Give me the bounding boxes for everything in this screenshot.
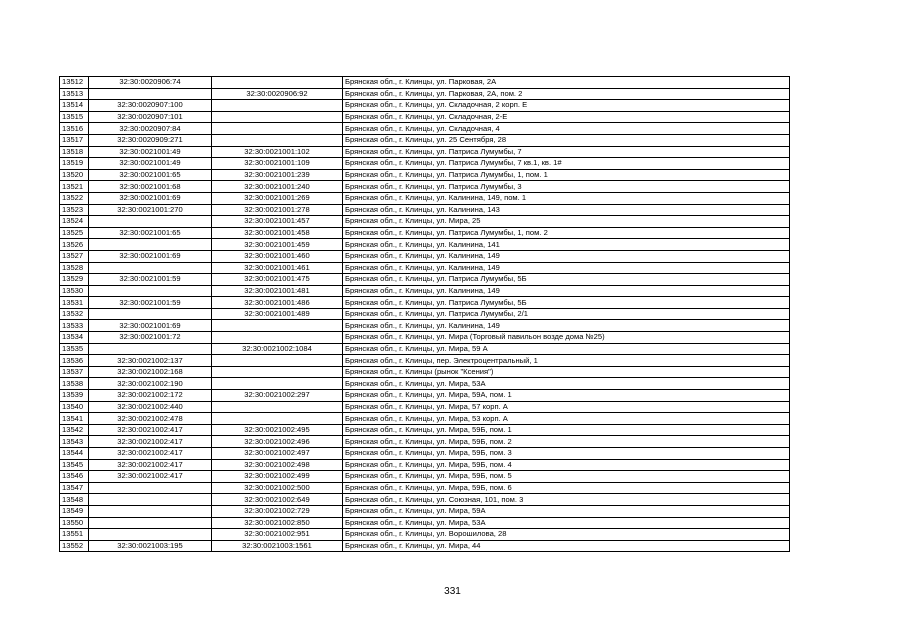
table-row: [60, 413, 790, 425]
row-number-cell: 13541: [60, 413, 89, 425]
address-cell: Брянская обл., г. Клинцы, ул. Патриса Лумумбы, 5Б: [343, 274, 790, 286]
address-cell: Брянская обл., г. Клинцы, ул. Мира, 59А, пом. 1: [343, 390, 790, 402]
address-cell: Брянская обл., г. Клинцы, ул. 25 Сентября, 28: [343, 134, 790, 146]
row-number-cell: 13547: [60, 482, 89, 494]
parcel-number-cell: 32:30:0020906:74: [89, 77, 212, 89]
object-number-cell: 32:30:0021001:102: [212, 146, 343, 158]
row-number-cell: 13546: [60, 471, 89, 483]
object-number-cell: [212, 355, 343, 367]
row-number-cell: 13524: [60, 216, 89, 228]
row-number-cell: 13513: [60, 88, 89, 100]
table-row: [60, 332, 790, 344]
object-number-cell: 32:30:0021001:457: [212, 216, 343, 228]
object-number-cell: [212, 123, 343, 135]
parcel-number-cell: 32:30:0020907:101: [89, 111, 212, 123]
address-cell: Брянская обл., г. Клинцы, ул. Мира, 59Б, пом. 6: [343, 482, 790, 494]
row-number-cell: 13531: [60, 297, 89, 309]
row-number-cell: 13529: [60, 274, 89, 286]
row-number-cell: 13540: [60, 401, 89, 413]
parcel-number-cell: 32:30:0021001:65: [89, 227, 212, 239]
object-number-cell: 32:30:0021001:109: [212, 158, 343, 170]
row-number-cell: 13538: [60, 378, 89, 390]
address-cell: Брянская обл., г. Клинцы, ул. Патриса Лумумбы, 3: [343, 181, 790, 193]
address-cell: Брянская обл., г. Клинцы, ул. Мира, 53А: [343, 517, 790, 529]
address-cell: Брянская обл., г. Клинцы, ул. Мира, 59Б, пом. 3: [343, 448, 790, 460]
parcel-number-cell: [89, 239, 212, 251]
table-row: [60, 216, 790, 228]
object-number-cell: 32:30:0021001:269: [212, 192, 343, 204]
parcel-number-cell: 32:30:0021001:59: [89, 274, 212, 286]
address-cell: Брянская обл., г. Клинцы (рынок "Ксения"): [343, 366, 790, 378]
row-number-cell: 13537: [60, 366, 89, 378]
table-row: [60, 239, 790, 251]
row-number-cell: 13549: [60, 505, 89, 517]
object-number-cell: [212, 413, 343, 425]
records-table: [59, 76, 790, 552]
address-cell: Брянская обл., г. Клинцы, ул. Калинина, 149: [343, 262, 790, 274]
parcel-number-cell: 32:30:0021003:195: [89, 540, 212, 552]
table-row: [60, 390, 790, 402]
parcel-number-cell: [89, 482, 212, 494]
row-number-cell: 13544: [60, 448, 89, 460]
address-cell: Брянская обл., г. Клинцы, пер. Электроцентральный, 1: [343, 355, 790, 367]
address-cell: Брянская обл., г. Клинцы, ул. Патриса Лумумбы, 1, пом. 1: [343, 169, 790, 181]
table-row: [60, 77, 790, 89]
row-number-cell: 13514: [60, 100, 89, 112]
table-row: [60, 285, 790, 297]
row-number-cell: 13517: [60, 134, 89, 146]
object-number-cell: 32:30:0021002:497: [212, 448, 343, 460]
parcel-number-cell: 32:30:0021002:168: [89, 366, 212, 378]
parcel-number-cell: [89, 505, 212, 517]
object-number-cell: 32:30:0021001:278: [212, 204, 343, 216]
address-cell: Брянская обл., г. Клинцы, ул. Парковая, 2А, пом. 2: [343, 88, 790, 100]
address-cell: Брянская обл., г. Клинцы, ул. Складочная, 2 корп. Е: [343, 100, 790, 112]
object-number-cell: [212, 77, 343, 89]
row-number-cell: 13548: [60, 494, 89, 506]
row-number-cell: 13545: [60, 459, 89, 471]
parcel-number-cell: 32:30:0021001:65: [89, 169, 212, 181]
table-row: [60, 517, 790, 529]
table-row: [60, 123, 790, 135]
table-row: [60, 274, 790, 286]
parcel-number-cell: 32:30:0021002:137: [89, 355, 212, 367]
object-number-cell: 32:30:0021001:475: [212, 274, 343, 286]
parcel-number-cell: 32:30:0021001:69: [89, 250, 212, 262]
table-row: [60, 297, 790, 309]
object-number-cell: 32:30:0021003:1561: [212, 540, 343, 552]
parcel-number-cell: 32:30:0020909:271: [89, 134, 212, 146]
row-number-cell: 13530: [60, 285, 89, 297]
row-number-cell: 13533: [60, 320, 89, 332]
table-row: [60, 343, 790, 355]
address-cell: Брянская обл., г. Клинцы, ул. Складочная, 4: [343, 123, 790, 135]
object-number-cell: 32:30:0021002:951: [212, 529, 343, 541]
object-number-cell: [212, 378, 343, 390]
object-number-cell: [212, 134, 343, 146]
parcel-number-cell: [89, 517, 212, 529]
address-cell: Брянская обл., г. Клинцы, ул. Калинина, 141: [343, 239, 790, 251]
parcel-number-cell: [89, 308, 212, 320]
parcel-number-cell: 32:30:0021001:59: [89, 297, 212, 309]
object-number-cell: [212, 332, 343, 344]
table-row: [60, 540, 790, 552]
object-number-cell: 32:30:0021001:239: [212, 169, 343, 181]
row-number-cell: 13536: [60, 355, 89, 367]
parcel-number-cell: 32:30:0021002:440: [89, 401, 212, 413]
table-row: [60, 378, 790, 390]
address-cell: Брянская обл., г. Клинцы, ул. Калинина, 149: [343, 250, 790, 262]
table-row: [60, 366, 790, 378]
address-cell: Брянская обл., г. Клинцы, ул. Складочная, 2-Е: [343, 111, 790, 123]
table-row: [60, 355, 790, 367]
row-number-cell: 13527: [60, 250, 89, 262]
table-row: [60, 204, 790, 216]
object-number-cell: [212, 111, 343, 123]
object-number-cell: 32:30:0021002:729: [212, 505, 343, 517]
row-number-cell: 13534: [60, 332, 89, 344]
parcel-number-cell: 32:30:0021001:68: [89, 181, 212, 193]
address-cell: Брянская обл., г. Клинцы, ул. Калинина, 143: [343, 204, 790, 216]
row-number-cell: 13532: [60, 308, 89, 320]
parcel-number-cell: 32:30:0021001:49: [89, 158, 212, 170]
parcel-number-cell: 32:30:0020907:84: [89, 123, 212, 135]
row-number-cell: 13543: [60, 436, 89, 448]
address-cell: Брянская обл., г. Клинцы, ул. Патриса Лумумбы, 5Б: [343, 297, 790, 309]
address-cell: Брянская обл., г. Клинцы, ул. Мира, 59Б, пом. 5: [343, 471, 790, 483]
table-row: [60, 227, 790, 239]
object-number-cell: 32:30:0021002:1084: [212, 343, 343, 355]
table-row: [60, 308, 790, 320]
parcel-number-cell: 32:30:0021002:417: [89, 448, 212, 460]
address-cell: Брянская обл., г. Клинцы, ул. Мира, 25: [343, 216, 790, 228]
address-cell: Брянская обл., г. Клинцы, ул. Союзная, 101, пом. 3: [343, 494, 790, 506]
row-number-cell: 13550: [60, 517, 89, 529]
row-number-cell: 13520: [60, 169, 89, 181]
row-number-cell: 13518: [60, 146, 89, 158]
object-number-cell: 32:30:0021002:500: [212, 482, 343, 494]
row-number-cell: 13523: [60, 204, 89, 216]
object-number-cell: 32:30:0021001:489: [212, 308, 343, 320]
row-number-cell: 13528: [60, 262, 89, 274]
table-row: [60, 471, 790, 483]
object-number-cell: 32:30:0021002:649: [212, 494, 343, 506]
row-number-cell: 13516: [60, 123, 89, 135]
parcel-number-cell: 32:30:0020907:100: [89, 100, 212, 112]
object-number-cell: 32:30:0021002:498: [212, 459, 343, 471]
row-number-cell: 13512: [60, 77, 89, 89]
table-row: [60, 494, 790, 506]
object-number-cell: 32:30:0021002:499: [212, 471, 343, 483]
table-row: [60, 529, 790, 541]
parcel-number-cell: 32:30:0021002:417: [89, 459, 212, 471]
address-cell: Брянская обл., г. Клинцы, ул. Парковая, 2А: [343, 77, 790, 89]
object-number-cell: [212, 320, 343, 332]
parcel-number-cell: [89, 494, 212, 506]
table-row: [60, 192, 790, 204]
table-row: [60, 158, 790, 170]
table-row: [60, 169, 790, 181]
records-table-body: [60, 77, 790, 552]
table-row: [60, 262, 790, 274]
table-row: [60, 134, 790, 146]
parcel-number-cell: [89, 529, 212, 541]
parcel-number-cell: [89, 88, 212, 100]
table-row: [60, 111, 790, 123]
object-number-cell: 32:30:0021001:460: [212, 250, 343, 262]
row-number-cell: 13551: [60, 529, 89, 541]
parcel-number-cell: [89, 343, 212, 355]
object-number-cell: 32:30:0021001:461: [212, 262, 343, 274]
table-row: [60, 436, 790, 448]
row-number-cell: 13526: [60, 239, 89, 251]
table-row: [60, 88, 790, 100]
address-cell: Брянская обл., г. Клинцы, ул. Калинина, 149: [343, 285, 790, 297]
object-number-cell: 32:30:0021001:486: [212, 297, 343, 309]
address-cell: Брянская обл., г. Клинцы, ул. Мира, 53А: [343, 378, 790, 390]
address-cell: Брянская обл., г. Клинцы, ул. Мира, 59Б, пом. 4: [343, 459, 790, 471]
row-number-cell: 13552: [60, 540, 89, 552]
table-row: [60, 424, 790, 436]
object-number-cell: 32:30:0021002:297: [212, 390, 343, 402]
address-cell: Брянская обл., г. Клинцы, ул. Мира, 59 А: [343, 343, 790, 355]
address-cell: Брянская обл., г. Клинцы, ул. Калинина, 149: [343, 320, 790, 332]
page-number: 331: [444, 586, 461, 597]
row-number-cell: 13525: [60, 227, 89, 239]
table-row: [60, 181, 790, 193]
row-number-cell: 13539: [60, 390, 89, 402]
table-row: [60, 448, 790, 460]
row-number-cell: 13542: [60, 424, 89, 436]
parcel-number-cell: 32:30:0021002:478: [89, 413, 212, 425]
parcel-number-cell: [89, 285, 212, 297]
parcel-number-cell: 32:30:0021002:172: [89, 390, 212, 402]
table-row: [60, 401, 790, 413]
address-cell: Брянская обл., г. Клинцы, ул. Мира (Торговый павильон возде дома №25): [343, 332, 790, 344]
address-cell: Брянская обл., г. Клинцы, ул. Мира, 44: [343, 540, 790, 552]
row-number-cell: 13515: [60, 111, 89, 123]
address-cell: Брянская обл., г. Клинцы, ул. Мира, 53 корп. А: [343, 413, 790, 425]
parcel-number-cell: 32:30:0021001:69: [89, 320, 212, 332]
table-row: [60, 146, 790, 158]
address-cell: Брянская обл., г. Клинцы, ул. Мира, 59Б, пом. 2: [343, 436, 790, 448]
address-cell: Брянская обл., г. Клинцы, ул. Патриса Лумумбы, 7 кв.1, кв. 1#: [343, 158, 790, 170]
parcel-number-cell: 32:30:0021002:417: [89, 471, 212, 483]
table-row: [60, 320, 790, 332]
row-number-cell: 13521: [60, 181, 89, 193]
parcel-number-cell: 32:30:0021002:417: [89, 424, 212, 436]
object-number-cell: 32:30:0021002:850: [212, 517, 343, 529]
object-number-cell: 32:30:0020906:92: [212, 88, 343, 100]
address-cell: Брянская обл., г. Клинцы, ул. Патриса Лумумбы, 7: [343, 146, 790, 158]
parcel-number-cell: 32:30:0021001:69: [89, 192, 212, 204]
object-number-cell: [212, 401, 343, 413]
table-row: [60, 100, 790, 112]
row-number-cell: 13522: [60, 192, 89, 204]
table-row: [60, 459, 790, 471]
object-number-cell: 32:30:0021002:496: [212, 436, 343, 448]
parcel-number-cell: 32:30:0021001:270: [89, 204, 212, 216]
table-row: [60, 505, 790, 517]
parcel-number-cell: [89, 262, 212, 274]
parcel-number-cell: 32:30:0021001:49: [89, 146, 212, 158]
address-cell: Брянская обл., г. Клинцы, ул. Мира, 59Б, пом. 1: [343, 424, 790, 436]
parcel-number-cell: 32:30:0021002:190: [89, 378, 212, 390]
object-number-cell: 32:30:0021001:481: [212, 285, 343, 297]
table-row: [60, 482, 790, 494]
row-number-cell: 13519: [60, 158, 89, 170]
address-cell: Брянская обл., г. Клинцы, ул. Патриса Лумумбы, 1, пом. 2: [343, 227, 790, 239]
address-cell: Брянская обл., г. Клинцы, ул. Патриса Лумумбы, 2/1: [343, 308, 790, 320]
parcel-number-cell: 32:30:0021001:72: [89, 332, 212, 344]
object-number-cell: [212, 100, 343, 112]
object-number-cell: 32:30:0021001:459: [212, 239, 343, 251]
object-number-cell: 32:30:0021001:458: [212, 227, 343, 239]
address-cell: Брянская обл., г. Клинцы, ул. Ворошилова, 28: [343, 529, 790, 541]
parcel-number-cell: [89, 216, 212, 228]
address-cell: Брянская обл., г. Клинцы, ул. Калинина, 149, пом. 1: [343, 192, 790, 204]
row-number-cell: 13535: [60, 343, 89, 355]
object-number-cell: 32:30:0021001:240: [212, 181, 343, 193]
object-number-cell: 32:30:0021002:495: [212, 424, 343, 436]
table-row: [60, 250, 790, 262]
object-number-cell: [212, 366, 343, 378]
address-cell: Брянская обл., г. Клинцы, ул. Мира, 59А: [343, 505, 790, 517]
address-cell: Брянская обл., г. Клинцы, ул. Мира, 57 корп. А: [343, 401, 790, 413]
parcel-number-cell: 32:30:0021002:417: [89, 436, 212, 448]
